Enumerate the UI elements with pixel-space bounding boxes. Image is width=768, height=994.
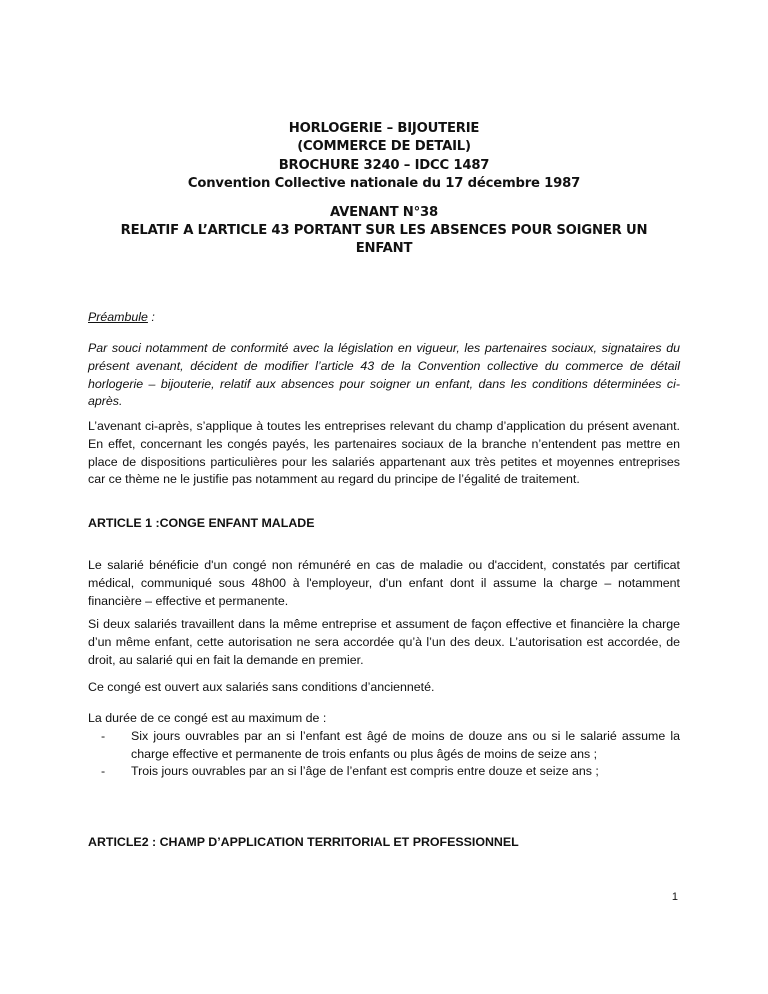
article2-title: ARTICLE2 : CHAMP D’APPLICATION TERRITORIAL ET PROFESSIONNEL — [88, 835, 519, 849]
article1-duration-block — [88, 710, 680, 781]
intro-paragraph: L’avenant ci-après, s’applique à toutes les entreprises relevant du champ d’application du présent avenant. En effet, concernant les congés payés, les partenaires sociaux de la branche n’entendent pas mettre en place de dispositions particulières pour les salariés appartenant aux très petites et moyennes entreprises car ce thème ne le justifie pas notamment au regard du principe de l’égalité de traitement. — [88, 419, 680, 487]
document-header — [88, 120, 680, 259]
header-subtitle: (COMMERCE DE DETAIL) — [297, 139, 471, 155]
duration-list — [88, 728, 680, 781]
article1-paragraph-3: Ce congé est ouvert aux salariés sans conditions d’ancienneté. — [88, 680, 435, 694]
list-item-text: Trois jours ouvrables par an si l’âge de l’enfant est compris entre douze et seize ans ; — [131, 764, 599, 779]
list-item-text: Six jours ouvrables par an si l’enfant est âgé de moins de douze ans ou si le salarié assume la charge effective et permanente de trois enfants ou plus âgés de moins de seize ans ; — [131, 728, 680, 761]
header-brochure: BROCHURE 3240 – IDCC 1487 — [278, 157, 490, 173]
preamble-colon: : — [147, 310, 155, 324]
header-convention: Convention Collective nationale du 17 décembre 1987 — [187, 176, 581, 192]
list-item — [88, 728, 680, 764]
dash-bullet: - — [101, 728, 106, 743]
page-number: 1 — [671, 891, 678, 903]
article1-paragraph-1: Le salarié bénéficie d'un congé non rémunéré en cas de maladie ou d'accident, constatés par certificat médical, communiqué sous 48h00 à l'employeur, d'un enfant dont il assume la charge – notamment financière – effective et permanente. — [88, 558, 680, 608]
header-avenant: AVENANT N°38 — [330, 204, 438, 220]
preamble-text: Par souci notamment de conformité avec la législation en vigueur, les partenaires sociaux, signataires du présent avenant, décident de modifier l’article 43 de la Convention collective du commerce de détail horlogerie – bijouterie, relatif aux absences pour soigner un enfant, dans les conditions déterminées ci-après. — [88, 341, 680, 409]
dash-bullet: - — [101, 764, 106, 779]
header-title: HORLOGERIE – BIJOUTERIE — [288, 121, 480, 136]
preamble-label-line — [88, 309, 680, 327]
preamble-label: Préambule — [88, 310, 148, 324]
list-item — [88, 763, 680, 781]
header-subject-cont: ENFANT — [355, 241, 413, 257]
header-subject: RELATIF A L’ARTICLE 43 PORTANT SUR LES ABSENCES POUR SOIGNER UN — [120, 223, 648, 239]
article1-paragraph-4: La durée de ce congé est au maximum de : — [88, 711, 327, 725]
article1-paragraph-2: Si deux salariés travaillent dans la même entreprise et assument de façon effective et financière la charge d’un même enfant, cette autorisation ne sera accordée qu’à l’un des deux. L’autorisation est accordée, de droit, au salarié qui en fait la demande en premier. — [88, 617, 680, 667]
article1-title: ARTICLE 1 :CONGE ENFANT MALADE — [88, 516, 315, 530]
